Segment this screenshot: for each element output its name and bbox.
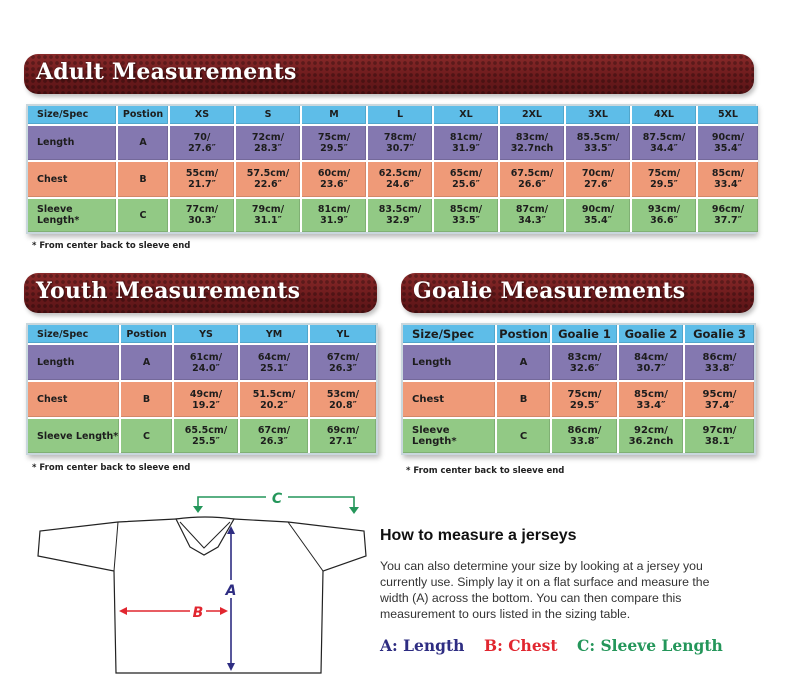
measurement-cell [566,126,632,162]
header-cell: XS [170,106,236,126]
row-position: B [497,382,552,419]
measurement-cell [240,419,310,453]
measurement-cell [170,126,236,162]
measurement-line: 70/ [193,131,211,143]
measurement-line: 90cm/ [711,131,745,143]
measurement-cell [434,162,500,198]
measurement-line: 83.5cm/ [378,204,422,216]
header-cell: 2XL [500,106,566,126]
measurement-line: 25.5″ [192,436,220,448]
measurement-line: 70cm/ [581,168,615,180]
measurement-cell [236,199,302,232]
measurement-line: 78cm/ [383,131,417,143]
row-label: Length [28,345,121,382]
measurement-cell [685,345,754,382]
measurement-line: 36.6″ [650,215,678,227]
measurement-cell [619,382,685,419]
measurement-line: 32.9″ [386,215,414,227]
measurement-line: 65cm/ [449,168,483,180]
measurement-cell [434,199,500,232]
row-position: A [497,345,552,382]
measurement-cell [698,162,758,198]
measurement-cell [368,162,434,198]
header-cell: L [368,106,434,126]
measurement-line: 25.1″ [260,362,288,374]
goalie-banner [401,273,754,313]
goalie-footnote: * From center back to sleeve end [406,466,565,476]
measurement-line: 62.5cm/ [378,168,422,180]
goalie-size-table [401,323,756,455]
measurement-line: 30.7″ [386,142,414,154]
measurement-line: 93cm/ [647,204,681,216]
measurement-line: 85cm/ [449,204,483,216]
measurement-line: 32.7nch [510,142,554,154]
measurement-line: 86cm/ [567,425,602,437]
measurement-line: 35.4″ [584,215,612,227]
header-cell: Goalie 1 [552,325,619,345]
measurement-line: 84cm/ [634,351,668,363]
measurement-line: 33.4″ [636,399,666,411]
header-cell: 4XL [632,106,698,126]
measurement-line: 83cm/ [515,131,549,143]
measurement-line: 31.1″ [254,215,282,227]
measurement-line: 95cm/ [702,388,737,400]
measurement-line: 28.3″ [254,142,282,154]
table-row [28,162,758,198]
header-cell: Size/Spec [28,325,121,345]
measurement-cell [236,162,302,198]
header-cell: Goalie 2 [619,325,685,345]
measurement-cell [434,126,500,162]
measurement-line: 65.5cm/ [184,425,228,437]
legend-sleeve-length: C: Sleeve Length [577,636,723,655]
measurement-line: 27.1″ [329,436,357,448]
measurement-line: 33.5″ [452,215,480,227]
row-position: C [118,199,170,232]
diagram-label-a: A [225,583,237,599]
adult-footnote: * From center back to sleeve end [32,241,191,251]
measurement-line: 69cm/ [326,425,360,437]
measurement-line: 24.6″ [386,179,414,191]
youth-footnote: * From center back to sleeve end [32,463,191,473]
measurement-line: 55cm/ [185,168,219,180]
measurement-cell [240,382,310,419]
row-label: Chest [28,382,121,419]
table-row [28,199,758,232]
row-position: C [497,419,552,453]
row-label: Chest [28,162,118,198]
measurement-cell [500,199,566,232]
youth-banner [24,273,377,313]
measurement-line: 30.7″ [636,362,666,374]
measurement-line: 53cm/ [326,388,360,400]
measurement-line: 75cm/ [567,388,602,400]
header-cell: Size/Spec [403,325,497,345]
adult-banner [24,54,754,94]
header-cell: YL [310,325,376,345]
table-row [28,382,376,419]
measurement-line: 37.4″ [704,399,735,411]
measurement-cell [310,419,376,453]
header-cell: M [302,106,368,126]
measurement-line: 27.6″ [584,179,612,191]
measurement-cell [236,126,302,162]
row-label: Length [28,126,118,162]
measurement-line: 64cm/ [257,351,291,363]
measurement-cell [368,199,434,232]
row-position: C [121,419,174,453]
diagram-label-c: C [271,491,283,507]
measurement-cell [632,126,698,162]
row-position: A [121,345,174,382]
measurement-line: 27.6″ [188,142,216,154]
measurement-cell [368,126,434,162]
row-label: Sleeve Length* [28,199,118,232]
measurement-line: 36.2nch [628,436,674,448]
measurement-cell [632,199,698,232]
measurement-line: 75cm/ [647,168,681,180]
measurement-cell [619,345,685,382]
measurement-cell [240,345,310,382]
measurement-line: 35.4″ [714,142,742,154]
measurement-line: 51.5cm/ [252,388,296,400]
measurement-line: 33.8″ [569,436,600,448]
measurement-cell [174,345,240,382]
measurement-line: 72cm/ [251,131,285,143]
measurement-line: 29.5″ [320,142,348,154]
measurement-line: 67.5cm/ [510,168,554,180]
measurement-cell [552,345,619,382]
measurement-line: 67cm/ [257,425,291,437]
legend-chest: B: Chest [484,636,558,655]
measurement-line: 37.7″ [714,215,742,227]
measurement-line: 75cm/ [317,131,351,143]
table-row [403,382,754,419]
header-cell: 5XL [698,106,758,126]
measurement-line: 20.2″ [260,399,288,411]
header-cell: Postion [121,325,174,345]
measurement-line: 32.6″ [569,362,600,374]
measurement-cell [500,126,566,162]
measurement-line: 81cm/ [317,204,351,216]
measurement-cell [500,162,566,198]
measurement-cell [302,162,368,198]
measurement-line: 60cm/ [317,168,351,180]
measurement-line: 24.0″ [192,362,220,374]
measurement-line: 81cm/ [449,131,483,143]
measurement-cell [310,382,376,419]
measurement-line: 85.5cm/ [576,131,620,143]
measurement-cell [310,345,376,382]
measurement-line: 22.6″ [254,179,282,191]
measurement-cell [685,382,754,419]
measurement-line: 77cm/ [185,204,219,216]
row-label: Sleeve Length* [28,419,121,453]
measurement-line: 33.8″ [704,362,735,374]
measurement-cell [552,419,619,453]
measurement-line: 57.5cm/ [246,168,290,180]
table-row [28,345,376,382]
row-position: B [118,162,170,198]
measurement-line: 29.5″ [650,179,678,191]
measurement-cell [170,199,236,232]
measurement-line: 38.1″ [704,436,735,448]
measurement-line: 30.3″ [188,215,216,227]
measurement-cell [302,199,368,232]
row-label: Length [403,345,497,382]
row-label: Sleeve Length* [403,419,497,453]
header-cell: 3XL [566,106,632,126]
measurement-line: 19.2″ [192,399,220,411]
measurement-line: 31.9″ [320,215,348,227]
measurement-cell [552,382,619,419]
measurement-line: 83cm/ [567,351,602,363]
table-row [28,126,758,162]
header-cell: Postion [497,325,552,345]
measurement-line: 61cm/ [189,351,223,363]
adult-size-table [26,104,756,234]
measurement-line: 26.3″ [260,436,288,448]
row-label: Chest [403,382,497,419]
measurement-line: 90cm/ [581,204,615,216]
measurement-cell [632,162,698,198]
measurement-cell [619,419,685,453]
measurement-cell [566,199,632,232]
measurement-line: 85cm/ [711,168,745,180]
table-row [28,419,376,453]
youth-size-table [26,323,378,455]
legend-length: A: Length [380,636,465,655]
header-cell: YM [240,325,310,345]
measurement-line: 25.6″ [452,179,480,191]
measurement-cell [170,162,236,198]
measurement-line: 33.5″ [584,142,612,154]
measurement-cell [302,126,368,162]
row-position: B [121,382,174,419]
measurement-line: 92cm/ [634,425,668,437]
howto-body: You can also determine your size by looking at a jersey you currently use. Simply lay it on a flat surface and measure the width (A) across the bottom. You can then compare this measurement to ours listed in the sizing table. [380,559,710,621]
howto-title: How to measure a jerseys [380,527,577,544]
measurement-cell [566,162,632,198]
jersey-diagram [30,485,370,685]
youth-title: Youth Measurements [36,278,301,304]
header-cell: YS [174,325,240,345]
table-row [403,419,754,453]
measurement-line: 29.5″ [569,399,600,411]
measurement-line: 97cm/ [702,425,737,437]
goalie-title: Goalie Measurements [413,278,686,304]
measurement-line: 49cm/ [189,388,223,400]
measurement-line: 31.9″ [452,142,480,154]
measurement-line: 23.6″ [320,179,348,191]
measurement-line: 96cm/ [711,204,745,216]
measurement-line: 26.3″ [329,362,357,374]
row-position: A [118,126,170,162]
measurement-cell [685,419,754,453]
measurement-line: 79cm/ [251,204,285,216]
measurement-cell [174,382,240,419]
measurement-line: 87.5cm/ [642,131,686,143]
measurement-cell [698,199,758,232]
measurement-cell [174,419,240,453]
header-cell: S [236,106,302,126]
measurement-line: 34.4″ [650,142,678,154]
measurement-line: 26.6″ [518,179,546,191]
header-cell: Size/Spec [28,106,118,126]
table-row [403,345,754,382]
header-cell: XL [434,106,500,126]
measurement-cell [698,126,758,162]
measurement-line: 86cm/ [702,351,737,363]
measurement-line: 87cm/ [515,204,549,216]
measurement-line: 67cm/ [326,351,360,363]
diagram-label-b: B [192,605,204,621]
adult-title: Adult Measurements [36,59,297,85]
header-cell: Goalie 3 [685,325,754,345]
measurement-line: 21.7″ [188,179,216,191]
measurement-line: 85cm/ [634,388,668,400]
measurement-line: 33.4″ [714,179,742,191]
header-cell: Postion [118,106,170,126]
measurement-line: 34.3″ [518,215,546,227]
measurement-line: 20.8″ [329,399,357,411]
